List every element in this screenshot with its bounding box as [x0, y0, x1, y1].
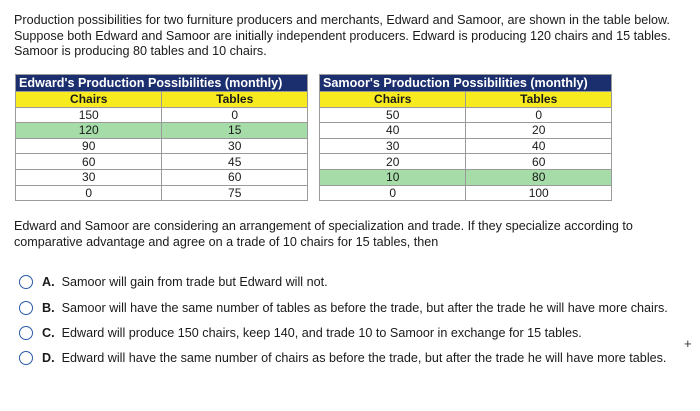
- edward-header-tables: Tables: [162, 92, 308, 108]
- choice-letter: D.: [42, 351, 55, 365]
- table-row: [16, 138, 308, 154]
- chairs-cell: 0: [16, 185, 162, 201]
- table-row: [320, 169, 612, 185]
- question-text: Edward and Samoor are considering an arrangement of specialization and trade. If they specialize according to comparative advantage and agree on a trade of 10 chairs for 15 tables, then: [14, 219, 633, 249]
- table-row: [16, 185, 308, 201]
- choice-letter: B.: [42, 301, 55, 315]
- tables-cell: 15: [162, 123, 308, 139]
- table-row: [320, 123, 612, 139]
- chairs-cell: 30: [320, 138, 466, 154]
- radio-icon[interactable]: [19, 326, 33, 340]
- chairs-cell: 50: [320, 107, 466, 123]
- chairs-cell: 40: [320, 123, 466, 139]
- table-row: [320, 154, 612, 170]
- chairs-cell: 150: [16, 107, 162, 123]
- choice-letter: A.: [42, 275, 55, 289]
- table-row: [16, 107, 308, 123]
- tables-cell: 60: [466, 154, 612, 170]
- samoor-table-title: Samoor's Production Possibilities (monthly): [320, 75, 612, 92]
- table-row: [16, 123, 308, 139]
- choice-text: Edward will have the same number of chairs as before the trade, but after the trade he will have more tables.: [61, 351, 667, 365]
- choice-c[interactable]: [19, 325, 582, 341]
- plus-icon: +: [684, 336, 692, 351]
- samoor-production-table: [319, 74, 612, 201]
- tables-cell: 80: [466, 169, 612, 185]
- tables-cell: 100: [466, 185, 612, 201]
- choice-text: Samoor will gain from trade but Edward will not.: [61, 275, 328, 289]
- choice-text: Edward will produce 150 chairs, keep 140, and trade 10 to Samoor in exchange for 15 tables.: [61, 326, 582, 340]
- tables-cell: 60: [162, 169, 308, 185]
- tables-cell: 0: [466, 107, 612, 123]
- chairs-cell: 60: [16, 154, 162, 170]
- tables-cell: 45: [162, 154, 308, 170]
- tables-cell: 40: [466, 138, 612, 154]
- problem-intro: Production possibilities for two furniture producers and merchants, Edward and Samoor, are shown in the table below. Suppose both Edward and Samoor are initially independent producers. Edward is producing 120 chairs and 15 tables. Samoor is producing 80 tables and 10 chairs.: [14, 13, 671, 58]
- samoor-header-tables: Tables: [466, 92, 612, 108]
- table-row: [16, 169, 308, 185]
- choice-d[interactable]: [19, 350, 666, 366]
- tables-cell: 20: [466, 123, 612, 139]
- radio-icon[interactable]: [19, 275, 33, 289]
- samoor-header-chairs: Chairs: [320, 92, 466, 108]
- edward-production-table: [15, 74, 308, 201]
- edward-table-title: Edward's Production Possibilities (monthly): [16, 75, 308, 92]
- chairs-cell: 90: [16, 138, 162, 154]
- table-row: [320, 107, 612, 123]
- chairs-cell: 0: [320, 185, 466, 201]
- choice-text: Samoor will have the same number of tables as before the trade, but after the trade he will have more chairs.: [61, 301, 668, 315]
- chairs-cell: 30: [16, 169, 162, 185]
- tables-cell: 0: [162, 107, 308, 123]
- radio-icon[interactable]: [19, 351, 33, 365]
- edward-header-chairs: Chairs: [16, 92, 162, 108]
- tables-cell: 75: [162, 185, 308, 201]
- chairs-cell: 20: [320, 154, 466, 170]
- choice-b[interactable]: [19, 300, 668, 316]
- chairs-cell: 120: [16, 123, 162, 139]
- radio-icon[interactable]: [19, 301, 33, 315]
- choice-letter: C.: [42, 326, 55, 340]
- table-row: [16, 154, 308, 170]
- table-row: [320, 185, 612, 201]
- tables-cell: 30: [162, 138, 308, 154]
- table-row: [320, 138, 612, 154]
- chairs-cell: 10: [320, 169, 466, 185]
- choice-a[interactable]: [19, 274, 328, 290]
